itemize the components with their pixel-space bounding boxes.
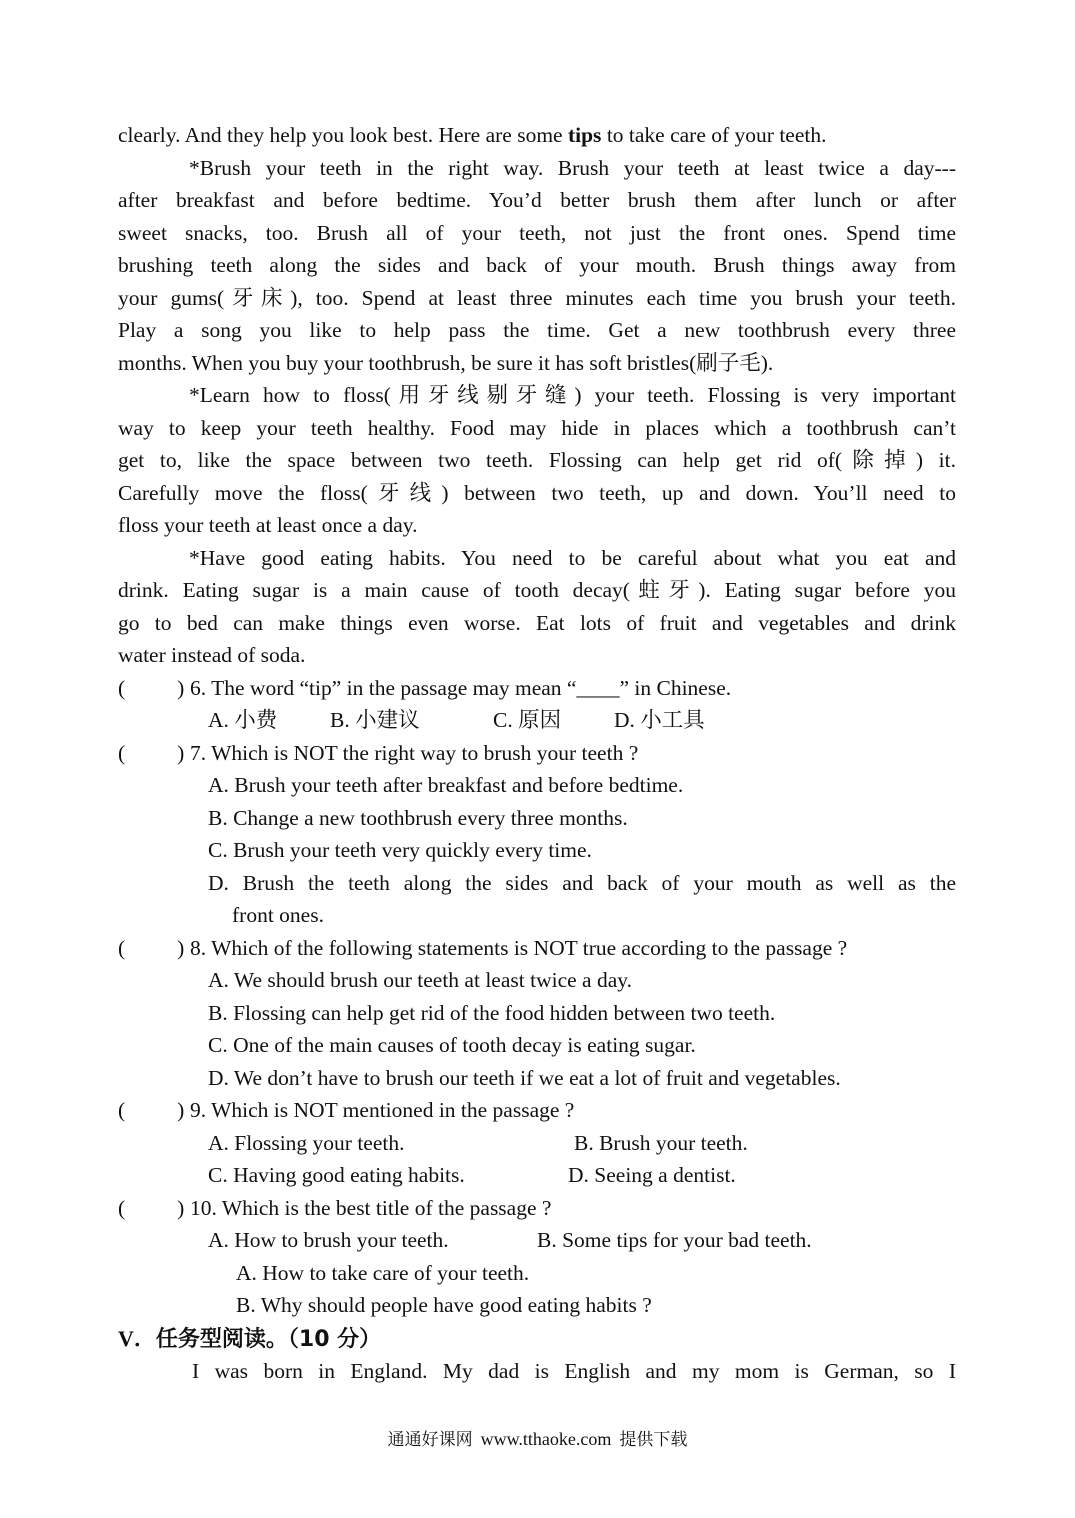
- option-b: B. Some tips for your bad teeth.: [537, 1228, 812, 1252]
- question-7: ( ) 7. Which is NOT the right way to brush your teeth ?: [118, 737, 638, 770]
- option-d: D. Seeing a dentist.: [568, 1163, 736, 1187]
- option-a: A. 小费: [208, 708, 278, 732]
- answer-blank[interactable]: ( ): [118, 1196, 185, 1220]
- tips-word: tips: [567, 123, 602, 147]
- option-b: B. Flossing can help get rid of the food hidden between two teeth.: [208, 1001, 776, 1025]
- option-a: A. How to brush your teeth.: [208, 1228, 449, 1252]
- passage-line: water instead of soda.: [118, 643, 306, 667]
- question-10: ( ) 10. Which is the best title of the passage ?: [118, 1192, 551, 1225]
- passage-line: after breakfast and before bedtime. You’d better brush them after lunch or after: [118, 188, 956, 212]
- passage-line: way to keep your teeth healthy. Food may hide in places which a toothbrush can’t: [118, 416, 956, 440]
- passage-line: clearly. And they help you look best. Here are some tips to take care of your teeth.: [118, 123, 827, 147]
- passage-line: Carefully move the floss(牙线) between two teeth, up and down. You’ll need to: [118, 481, 956, 505]
- passage-line: drink. Eating sugar is a main cause of tooth decay(蛀牙). Eating sugar before you: [118, 578, 956, 602]
- option-c: C. 原因: [493, 708, 562, 732]
- option-c: C. Having good eating habits.: [208, 1163, 465, 1187]
- option-d: D. Brush the teeth along the sides and back of your mouth as well as the: [208, 871, 956, 895]
- answer-blank[interactable]: ( ): [118, 936, 185, 960]
- page-footer: [0, 1425, 1075, 1450]
- passage-line: months. When you buy your toothbrush, be sure it has soft bristles(刷子毛).: [118, 351, 774, 375]
- question-6: ( ) 6. The word “tip” in the passage may mean “____” in Chinese.: [118, 672, 731, 705]
- passage-line: brushing teeth along the sides and back of your mouth. Brush things away from: [118, 253, 956, 277]
- option-b: B. Brush your teeth.: [574, 1131, 748, 1155]
- question-8: ( ) 8. Which of the following statements is NOT true according to the passage ?: [118, 932, 847, 965]
- passage-line: *Have good eating habits. You need to be careful about what you eat and: [189, 546, 956, 570]
- passage-line: floss your teeth at least once a day.: [118, 513, 418, 537]
- footer-url[interactable]: www.tthaoke.com: [480, 1429, 612, 1449]
- option-c: A. How to take care of your teeth.: [236, 1261, 530, 1285]
- passage-line: your gums(牙床), too. Spend at least three minutes each time you brush your teeth.: [118, 286, 956, 310]
- question-9: ( ) 9. Which is NOT mentioned in the passage ?: [118, 1094, 574, 1127]
- section-heading: V．任务型阅读。（10 分）: [118, 1326, 382, 1352]
- answer-blank[interactable]: ( ): [118, 1098, 185, 1122]
- option-d: B. Why should people have good eating habits ?: [236, 1293, 652, 1317]
- passage-line: go to bed can make things even worse. Eat lots of fruit and vegetables and drink: [118, 611, 956, 635]
- option-a: A. Flossing your teeth.: [208, 1131, 405, 1155]
- passage-line: Play a song you like to help pass the time. Get a new toothbrush every three: [118, 318, 956, 342]
- option-b: B. Change a new toothbrush every three months.: [208, 806, 628, 830]
- footer-note: 提供下载: [619, 1430, 688, 1450]
- option-a: A. We should brush our teeth at least twice a day.: [208, 968, 632, 992]
- passage-line: *Brush your teeth in the right way. Brush your teeth at least twice a day---: [189, 156, 956, 180]
- passage-line: I was born in England. My dad is English and my mom is German, so I: [192, 1359, 956, 1383]
- option-d-continued: front ones.: [232, 903, 324, 927]
- passage-line: *Learn how to floss(用牙线剔牙缝) your teeth. Flossing is very important: [189, 383, 956, 407]
- option-c: C. One of the main causes of tooth decay is eating sugar.: [208, 1033, 696, 1057]
- option-d: D. 小工具: [614, 708, 705, 732]
- answer-blank[interactable]: ( ): [118, 676, 185, 700]
- option-b: B. 小建议: [330, 708, 420, 732]
- passage-line: get to, like the space between two teeth. Flossing can help get rid of(除掉) it.: [118, 448, 956, 472]
- option-d: D. We don’t have to brush our teeth if we eat a lot of fruit and vegetables.: [208, 1066, 841, 1090]
- answer-blank[interactable]: ( ): [118, 741, 185, 765]
- passage-line: sweet snacks, too. Brush all of your teeth, not just the front ones. Spend time: [118, 221, 956, 245]
- option-a: A. Brush your teeth after breakfast and before bedtime.: [208, 773, 684, 797]
- footer-site-name: 通通好课网: [387, 1430, 473, 1450]
- option-c: C. Brush your teeth very quickly every time.: [208, 838, 592, 862]
